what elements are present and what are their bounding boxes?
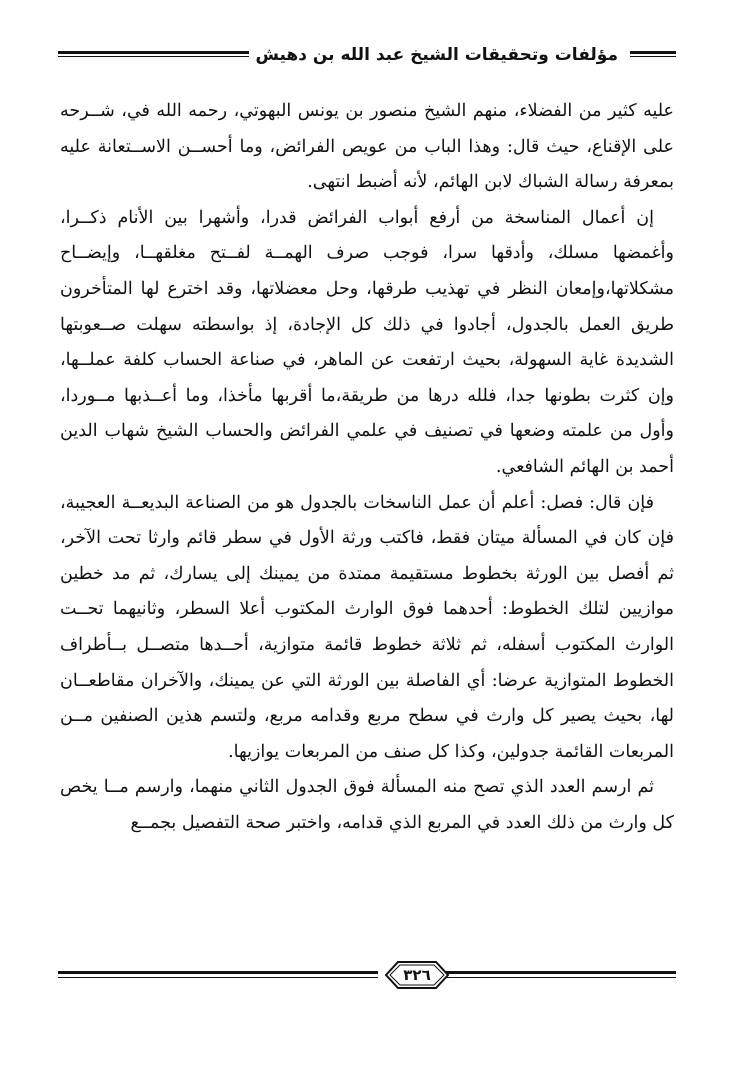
footer-rule-right: [446, 971, 676, 978]
page-number-frame: [384, 960, 450, 990]
header-rule-right: [630, 51, 676, 57]
page-footer: [58, 958, 676, 992]
running-header: [58, 42, 676, 70]
paragraph-1: عليه كثير من الفضلاء، منهم الشيخ منصور بن يونس البهوتي، رحمه الله في، شــرحه على الإقناع، حيث قال: وهذا الباب من عويص الفرائض، وما أحســن الاســتعانة عليه بمعرفة رسالة الشباك لابن الهائم، لأنه أضبط انتهى.: [60, 101, 674, 193]
paragraph-3: فإن قال: فصل: أعلم أن عمل الناسخات بالجدول هو من الصناعة البديعــة العجيبة، فإن كان في المسألة ميتان فقط، فاكتب ورثة الأول في سطر قائم وارثا تحت الآخر، ثم أفصل بين الورثة بخطوط مستقيمة ممتدة من يمينك إلى يسارك، ثم مد خطين موازيين لتلك الخطوط: أحدهما فوق الوارث المكتوب أعلا السطر، وثانيهما تحــت الوارث المكتوب أسفله، ثم ثلاثة خطوط قائمة متوازية، أحــدها متصــل بــأطراف الخطوط المتوازية عرضا: أي الفاصلة بين الورثة التي عن يمينك، والآخران مقاطعــان لها، بحيث يصير كل وارث في سطح مربع وقدامه مربع، ولتسم هذين الصنفين مــن المربعات القائمة جدولين، وكذا كل صنف من المربعات يوازيها.: [60, 492, 674, 762]
paragraph-4: ثم ارسم العدد الذي تصح منه المسألة فوق الجدول الثاني منهما، وارسم مــا يخص كل وارث من ذلك العدد في المربع الذي قدامه، واختبر صحة التفصيل بجمــع: [60, 777, 674, 833]
paragraph-2: إن أعمال المناسخة من أرفع أبواب الفرائض قدرا، وأشهرا بين الأنام ذكــرا، وأغمضها مسلك، وأدقها سرا، فوجب صرف الهمــة لفــتح مغلقهــا، وإيضــاح مشكلاتها،وإمعان النظر في تهذيب طرقها، وحل معضلاتها، وقد اخترع لها المتأخرون طريق العمل بالجدول، أجادوا في ذلك كل الإجادة، إذ بواسطته سهلت صــعوبتها الشديدة غاية السهولة، بحيث ارتفعت عن الماهر، في صناعة الحساب كلفة عملــها، وإن كثرت بطونها جدا، فلله درها من طريقة،ما أقربها مأخذا، وما أعــذبها مــوردا، وأول من علمته وضعها في تصنيف في علمي الفرائض والحساب الشيخ شهاب الدين أحمد بن الهائم الشافعي.: [60, 207, 674, 477]
page-number: ٣٢٦: [403, 966, 431, 984]
body-text: [60, 94, 674, 841]
footer-rule-left: [58, 971, 378, 978]
header-title: مؤلفات وتحقيقات الشيخ عبد الله بن دهيش: [249, 44, 624, 66]
